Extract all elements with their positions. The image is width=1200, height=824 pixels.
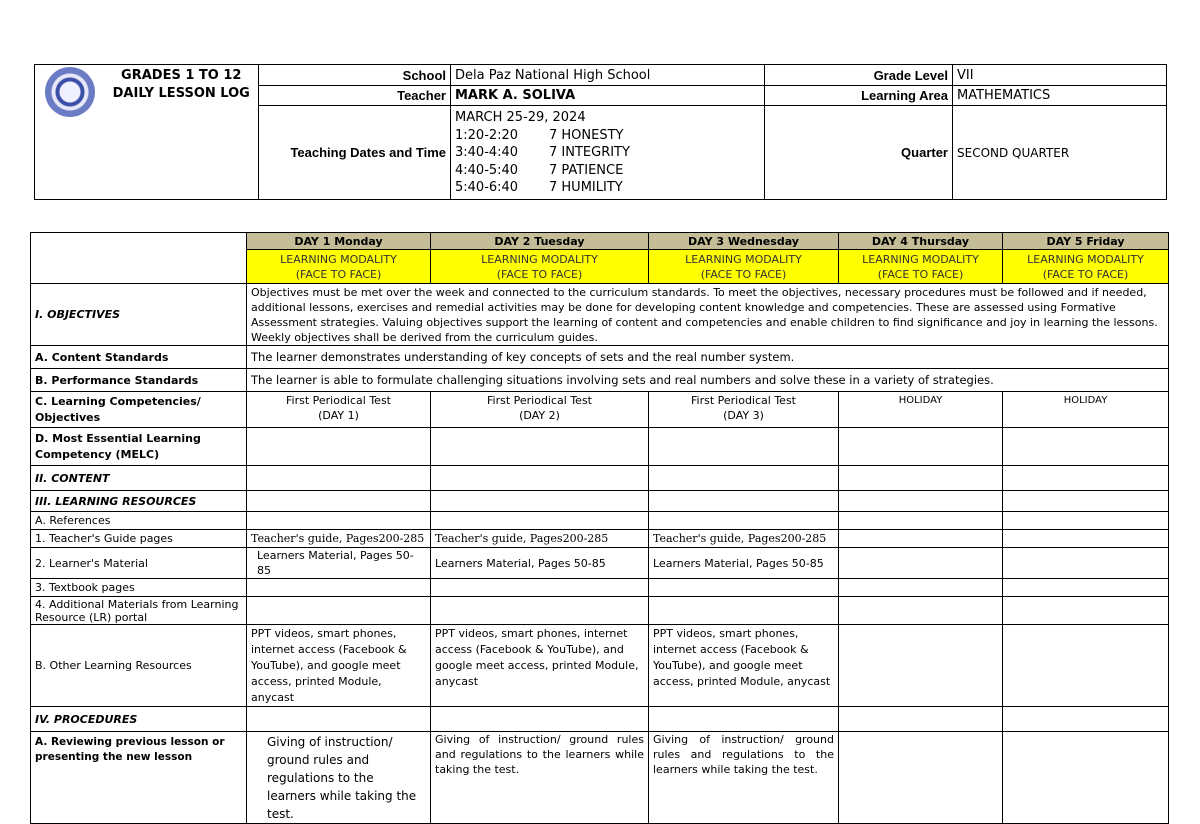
deped-seal-logo <box>35 65 105 200</box>
additional-materials-label: 4. Additional Materials from Learning Resource (LR) portal <box>31 597 247 625</box>
performance-standards-text: The learner is able to formulate challenging situations involving sets and real numbers and solve these in a variety of strategies. <box>247 369 1169 392</box>
schedule-row: 3:40-4:40 7 INTEGRITY <box>455 145 630 160</box>
review-lesson-value: Giving of instruction/ ground rules and regulations to the learners while taking the test. <box>247 732 431 824</box>
teachers-guide-label: 1. Teacher's Guide pages <box>31 530 247 548</box>
learners-material-value: Learners Material, Pages 50-85 <box>247 548 431 579</box>
day-header: DAY 4 Thursday <box>839 233 1003 250</box>
performance-standards-label: B. Performance Standards <box>31 369 247 392</box>
learning-area-value: MATHEMATICS <box>953 86 1167 106</box>
day-header: DAY 1 Monday <box>247 233 431 250</box>
competency-cell: First Periodical Test (DAY 1) <box>247 392 431 428</box>
day-header: DAY 5 Friday <box>1003 233 1169 250</box>
modality-cell: LEARNING MODALITY (FACE TO FACE) <box>839 250 1003 284</box>
competency-cell: First Periodical Test (DAY 3) <box>649 392 839 428</box>
teaching-dates-value: MARCH 25-29, 2024 <box>455 110 586 125</box>
modality-cell: LEARNING MODALITY (FACE TO FACE) <box>1003 250 1169 284</box>
modality-cell: LEARNING MODALITY (FACE TO FACE) <box>247 250 431 284</box>
other-resources-value: PPT videos, smart phones, internet access (Facebook & YouTube), and google meet access, printed Module, anycast <box>247 625 431 707</box>
other-resources-label: B. Other Learning Resources <box>31 625 247 707</box>
schedule-row: 4:40-5:40 7 PATIENCE <box>455 162 624 178</box>
grade-level-label: Grade Level <box>765 65 953 86</box>
textbook-pages-label: 3. Textbook pages <box>31 579 247 597</box>
review-lesson-value: Giving of instruction/ ground rules and regulations to the learners while taking the test. <box>649 732 839 824</box>
competency-cell: First Periodical Test (DAY 2) <box>431 392 649 428</box>
teacher-label: Teacher <box>259 86 451 106</box>
day-header: DAY 2 Tuesday <box>431 233 649 250</box>
competency-cell: HOLIDAY <box>1003 392 1169 428</box>
references-label: A. References <box>31 512 247 530</box>
melc-label: D. Most Essential Learning Competency (MELC) <box>31 428 247 466</box>
schedule-row: 5:40-6:40 7 HUMILITY <box>455 180 623 195</box>
schedule-row: 1:20-2:20 7 HONESTY <box>455 127 624 143</box>
quarter-label: Quarter <box>765 106 953 200</box>
school-label: School <box>259 65 451 86</box>
title-line-1: GRADES 1 TO 12 <box>121 68 242 83</box>
teachers-guide-value: Teacher's guide, Pages200-285 <box>431 530 649 548</box>
header-table <box>34 64 1167 200</box>
content-heading: II. CONTENT <box>31 466 247 491</box>
school-value: Dela Paz National High School <box>451 65 765 86</box>
learning-area-label: Learning Area <box>765 86 953 106</box>
teachers-guide-value: Teacher's guide, Pages200-285 <box>649 530 839 548</box>
other-resources-value: PPT videos, smart phones, internet access (Facebook & YouTube), and google meet access, printed Module, anycast <box>431 625 649 707</box>
learning-resources-heading: III. LEARNING RESOURCES <box>31 491 247 512</box>
corner-cell <box>31 233 247 284</box>
learners-material-label: 2. Learner's Material <box>31 548 247 579</box>
objectives-heading: I. OBJECTIVES <box>31 284 247 346</box>
content-standards-text: The learner demonstrates understanding of key concepts of sets and the real number system. <box>247 346 1169 369</box>
schedule-cell <box>451 106 765 200</box>
lesson-log-table <box>30 232 1169 824</box>
objectives-text: Objectives must be met over the week and connected to the curriculum standards. To meet the objectives, necessary procedures must be followed and if needed, additional lessons, exercises and remedial activities may be done for developing content knowledge and competencies. These are assessed using Formative Assessment strategies. Valuing objectives support the learning of content and competencies and enable children to find significance and joy in learning the lessons. Weekly objectives shall be derived from the curriculum guides. <box>247 284 1169 346</box>
learners-material-value: Learners Material, Pages 50-85 <box>649 548 839 579</box>
content-standards-label: A. Content Standards <box>31 346 247 369</box>
modality-cell: LEARNING MODALITY (FACE TO FACE) <box>431 250 649 284</box>
day-header: DAY 3 Wednesday <box>649 233 839 250</box>
other-resources-value: PPT videos, smart phones, internet access (Facebook & YouTube), and google meet access, printed Module, anycast <box>649 625 839 707</box>
modality-cell: LEARNING MODALITY (FACE TO FACE) <box>649 250 839 284</box>
review-lesson-value: Giving of instruction/ ground rules and regulations to the learners while taking the test. <box>431 732 649 824</box>
grade-level-value: VII <box>953 65 1167 86</box>
log-title <box>105 65 259 200</box>
quarter-value: SECOND QUARTER <box>953 106 1167 200</box>
learners-material-value: Learners Material, Pages 50-85 <box>431 548 649 579</box>
competencies-label: C. Learning Competencies/ Objectives <box>31 392 247 428</box>
competency-cell: HOLIDAY <box>839 392 1003 428</box>
teaching-dates-label: Teaching Dates and Time <box>259 106 451 200</box>
title-line-2: DAILY LESSON LOG <box>112 86 250 101</box>
procedures-heading: IV. PROCEDURES <box>31 707 247 732</box>
teacher-value: MARK A. SOLIVA <box>451 86 765 106</box>
review-lesson-label: A. Reviewing previous lesson or presenting the new lesson <box>31 732 247 824</box>
teachers-guide-value: Teacher's guide, Pages200-285 <box>247 530 431 548</box>
